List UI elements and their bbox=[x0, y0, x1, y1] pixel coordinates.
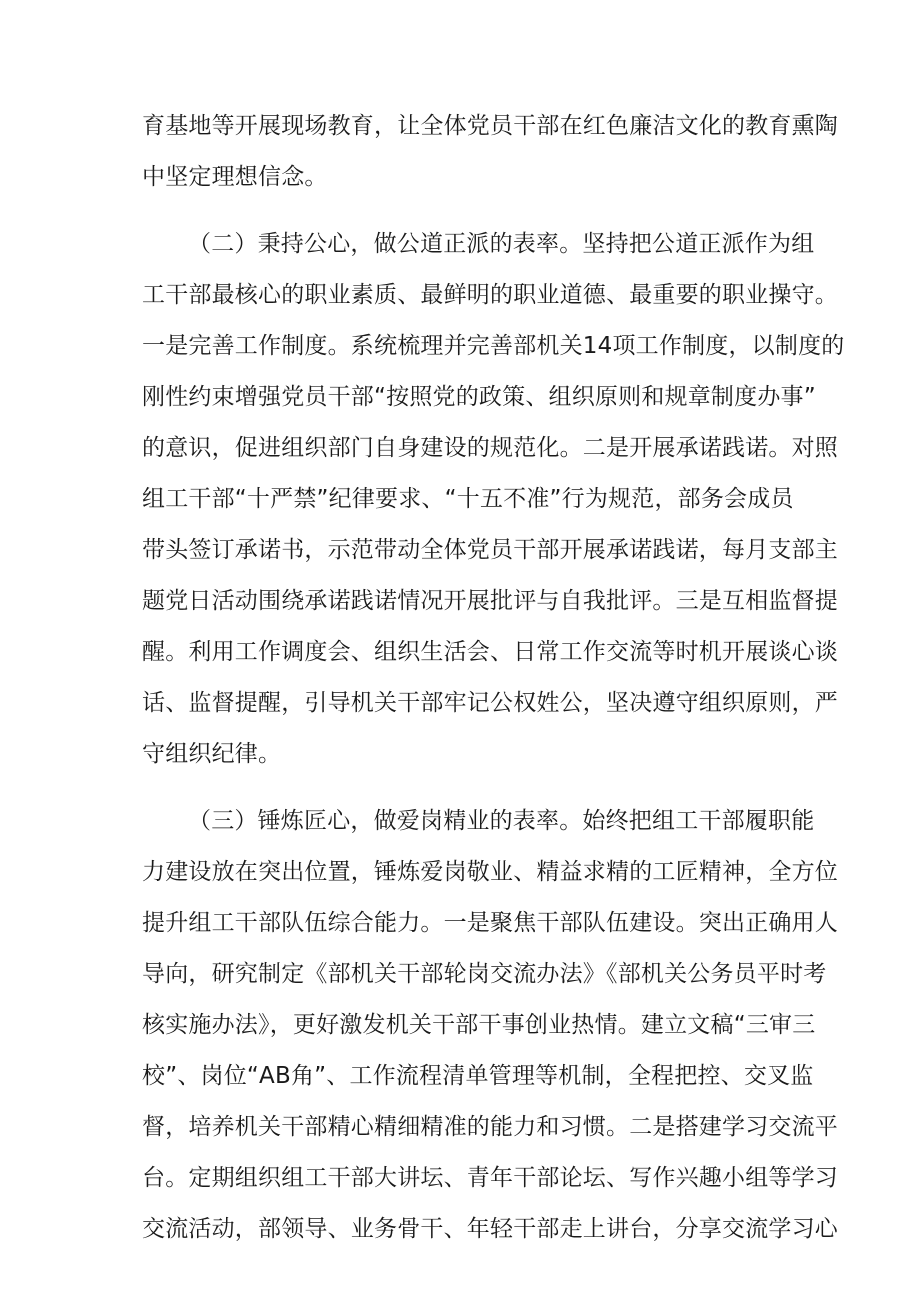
text-line: 话、监督提醒，引导机关干部牢记公权姓公，坚决遵守组织原则，严 bbox=[142, 690, 838, 716]
text-line: 的意识，促进组织部门自身建设的规范化。二是开展承诺践诺。对照 bbox=[142, 435, 838, 461]
text-line: 中坚定理想信念。 bbox=[142, 164, 328, 190]
text-line: 守组织纪律。 bbox=[142, 741, 282, 767]
text-line: 带头签订承诺书，示范带动全体党员干部开展承诺践诺，每月支部主 bbox=[142, 537, 838, 563]
text-line: 督，培养机关干部精心精细精准的能力和习惯。二是搭建学习交流平 bbox=[142, 1114, 838, 1140]
text-line: 组工干部“十严禁”纪律要求、“十五不准”行为规范，部务会成员 bbox=[142, 486, 794, 512]
text-line: 核实施办法》，更好激发机关干部干事创业热情。建立文稿“三审三 bbox=[142, 1012, 816, 1038]
section-heading-line: （三）锤炼匠心，做爱岗精业的表率。始终把组工干部履职能 bbox=[188, 808, 815, 834]
text-line: 校”、岗位“AB角”、工作流程清单管理等机制，全程把控、交叉监 bbox=[142, 1063, 814, 1089]
text-line: 题党日活动围绕承诺践诺情况开展批评与自我批评。三是互相监督提 bbox=[142, 588, 838, 614]
text-line: 台。定期组织组工干部大讲坛、青年干部论坛、写作兴趣小组等学习 bbox=[142, 1165, 838, 1191]
text-line: 一是完善工作制度。系统梳理并完善部机关14项工作制度，以制度的 bbox=[142, 333, 845, 359]
text-line: 力建设放在突出位置，锤炼爱岗敬业、精益求精的工匠精神，全方位 bbox=[142, 859, 838, 885]
text-line: 交流活动，部领导、业务骨干、年轻干部走上讲台，分享交流学习心 bbox=[142, 1216, 838, 1242]
text-line: 导向，研究制定《部机关干部轮岗交流办法》《部机关公务员平时考 bbox=[142, 961, 827, 987]
text-line: 刚性约束增强党员干部“按照党的政策、组织原则和规章制度办事” bbox=[142, 384, 816, 410]
section-heading-line: （二）秉持公心，做公道正派的表率。坚持把公道正派作为组 bbox=[188, 231, 815, 257]
text-line: 育基地等开展现场教育，让全体党员干部在红色廉洁文化的教育熏陶 bbox=[142, 113, 838, 139]
text-line: 提升组工干部队伍综合能力。一是聚焦干部队伍建设。突出正确用人 bbox=[142, 910, 838, 936]
text-line: 工干部最核心的职业素质、最鲜明的职业道德、最重要的职业操守。 bbox=[142, 282, 838, 308]
text-line: 醒。利用工作调度会、组织生活会、日常工作交流等时机开展谈心谈 bbox=[142, 639, 838, 665]
